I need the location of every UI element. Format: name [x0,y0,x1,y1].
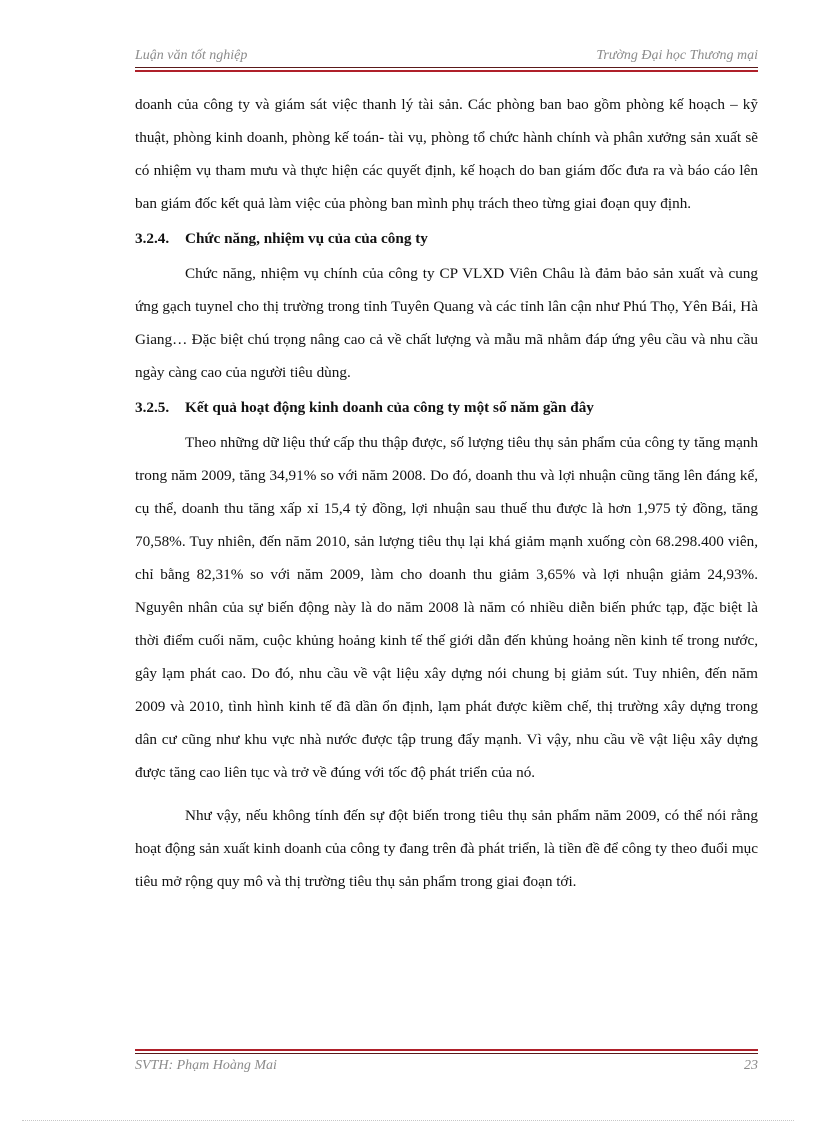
paragraph-conclusion: Như vậy, nếu không tính đến sự đột biến trong tiêu thụ sản phẩm năm 2009, có thể nói rằng hoạt động sản xuất kinh doanh của công ty đang trên đà phát triển, là tiền đề để công ty theo đuổi mục tiêu mở rộng quy mô và thị trường tiêu thụ sản phẩm trong giai đoạn tới. [135,807,758,890]
header-left: Luận văn tốt nghiệp [135,48,248,63]
section-heading-3-2-4 [135,222,758,255]
header-right: Trường Đại học Thương mại [596,48,758,63]
page-header [135,48,758,64]
page-footer [135,1058,758,1074]
paragraph-continuation: doanh của công ty và giám sát việc thanh lý tài sản. Các phòng ban bao gồm phòng kế hoạch – kỹ thuật, phòng kinh doanh, phòng kế toán- tài vụ, phòng tổ chức hành chính và phân xưởng sản xuất sẽ có nhiệm vụ tham mưu và thực hiện các quyết định, kế hoạch do ban giám đốc đưa ra và báo cáo lên ban giám đốc kết quả làm việc của phòng ban mình phụ trách theo từng giai đoạn quy định. [135,96,758,212]
header-rule-thin [135,67,758,68]
section-number: 3.2.4. [135,230,170,247]
page-edge [22,1120,794,1121]
paragraph-results: Theo những dữ liệu thứ cấp thu thập được, số lượng tiêu thụ sản phẩm của công ty tăng mạnh trong năm 2009, tăng 34,91% so với năm 2008. Do đó, doanh thu và lợi nhuận cũng tăng lên đáng kể, cụ thể, doanh thu tăng xấp xỉ 15,4 tỷ đồng, lợi nhuận sau thuế thu được là hơn 1,975 tỷ đồng, tăng 70,58%. Tuy nhiên, đến năm 2010, sản lượng tiêu thụ lại khá giảm mạnh xuống còn 68.298.400 viên, chỉ bằng 82,31% so với năm 2009, làm cho doanh thu giảm 3,65% và lợi nhuận giảm 24,93%. Nguyên nhân của sự biến động này là do năm 2008 là năm có nhiều diễn biến phức tạp, đặc biệt là thời điểm cuối năm, cuộc khủng hoảng kinh tế thế giới dẫn đến khủng hoảng nền kinh tế trong nước, gây lạm phát cao. Do đó, nhu cầu về vật liệu xây dựng nói chung bị giảm sút. Tuy nhiên, đến năm 2009 và 2010, tình hình kinh tế đã dần ổn định, lạm phát được kiềm chế, thị trường xây dựng trong dân cư cũng như khu vực nhà nước được tập trung đẩy mạnh. Vì vậy, nhu cầu về vật liệu xây dựng được tăng cao liên tục và trở về đúng với tốc độ phát triển của nó. [135,434,758,781]
footer-rule [135,1049,758,1051]
section-number: 3.2.5. [135,399,170,416]
footer-author: SVTH: Phạm Hoàng Mai [135,1058,277,1073]
header-rule [135,70,758,72]
section-title: Chức năng, nhiệm vụ của của công ty [185,230,428,247]
page-body [135,88,758,898]
page-number: 23 [744,1058,758,1073]
footer-rule-thin [135,1053,758,1054]
section-title: Kết quả hoạt động kinh doanh của công ty một số năm gần đây [185,399,594,416]
section-heading-3-2-5 [135,391,758,424]
paragraph-functions: Chức năng, nhiệm vụ chính của công ty CP VLXD Viên Châu là đảm bảo sản xuất và cung ứng gạch tuynel cho thị trường trong tỉnh Tuyên Quang và các tỉnh lân cận như Phú Thọ, Yên Bái, Hà Giang… Đặc biệt chú trọng nâng cao cả về chất lượng và mẫu mã nhằm đáp ứng yêu cầu và nhu cầu ngày càng cao của người tiêu dùng. [135,265,758,381]
